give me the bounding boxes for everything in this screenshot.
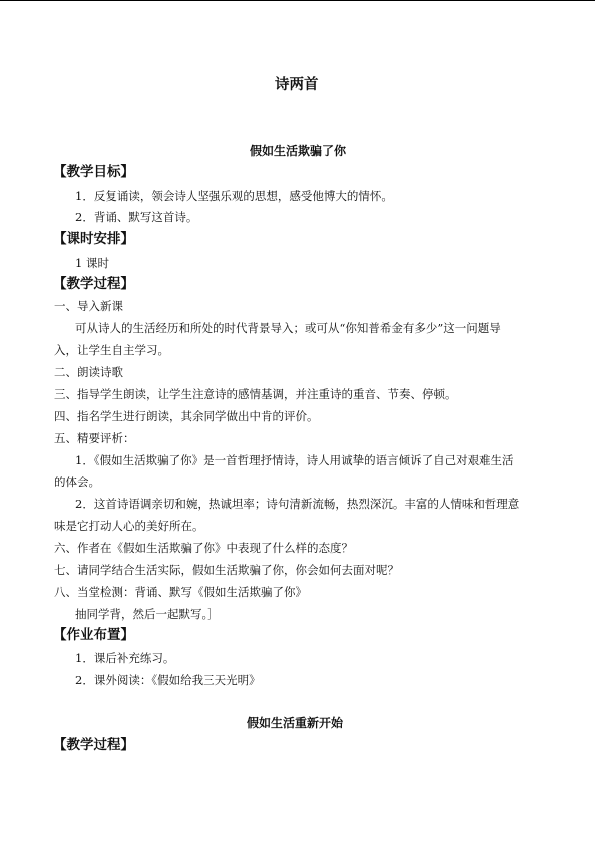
analysis-1b: 的体会。 <box>54 475 100 489</box>
analysis-1a: 1．《假如生活欺骗了你》是一首哲理抒情诗，诗人用诚挚的语言倾诉了自己对艰难生活 <box>75 453 514 467</box>
schedule-value: 1 课时 <box>75 256 109 270</box>
poem1-heading: 假如生活欺骗了你 <box>250 144 347 158</box>
step-8-text: 抽同学背，然后一起默写。］ <box>75 607 219 621</box>
step-1-text-a: 可从诗人的生活经历和所处的时代背景导入；或可从“你知普希金有多少”这一问题导 <box>75 321 501 335</box>
page-title: 诗两首 <box>275 77 319 93</box>
step-1: 一、导入新课 <box>54 299 123 313</box>
step-6: 六、作者在《假如生活欺骗了你》中表现了什么样的态度？ <box>54 541 353 555</box>
objectives-header: 【教学目标】 <box>53 164 134 180</box>
homework-1: 1．课后补充练习。 <box>75 651 175 665</box>
objective-1: 1．反复诵读，领会诗人坚强乐观的思想，感受他博大的情怀。 <box>75 189 393 203</box>
step-1-text-b: 入，让学生自主学习。 <box>54 343 169 357</box>
homework-header: 【作业布置】 <box>53 627 134 643</box>
top-border-line <box>0 0 595 1</box>
analysis-2b: 味是它打动人心的美好所在。 <box>54 519 204 533</box>
step-7: 七、请同学结合生活实际，假如生活欺骗了你，你会如何去面对呢？ <box>54 563 399 577</box>
objective-2: 2．背诵、默写这首诗。 <box>75 210 198 224</box>
process-header: 【教学过程】 <box>53 276 134 292</box>
step-5: 五、精要评析： <box>54 431 135 445</box>
poem2-heading: 假如生活重新开始 <box>247 716 344 730</box>
schedule-header: 【课时安排】 <box>53 231 134 247</box>
homework-2: 2．课外阅读：《假如给我三天光明》 <box>75 673 261 687</box>
step-4: 四、指名学生进行朗读，其余同学做出中肯的评价。 <box>54 409 319 423</box>
poem2-process-header: 【教学过程】 <box>53 737 134 753</box>
analysis-2a: 2．这首诗语调亲切和婉，热诚坦率；诗句清新流畅，热烈深沉。丰富的人情味和哲理意 <box>75 497 520 511</box>
step-3: 三、指导学生朗读，让学生注意诗的感情基调，并注重诗的重音、节奏、停顿。 <box>54 387 457 401</box>
step-2: 二、朗读诗歌 <box>54 365 123 379</box>
step-8: 八、当堂检测：背诵、默写《假如生活欺骗了你》 <box>54 585 307 599</box>
